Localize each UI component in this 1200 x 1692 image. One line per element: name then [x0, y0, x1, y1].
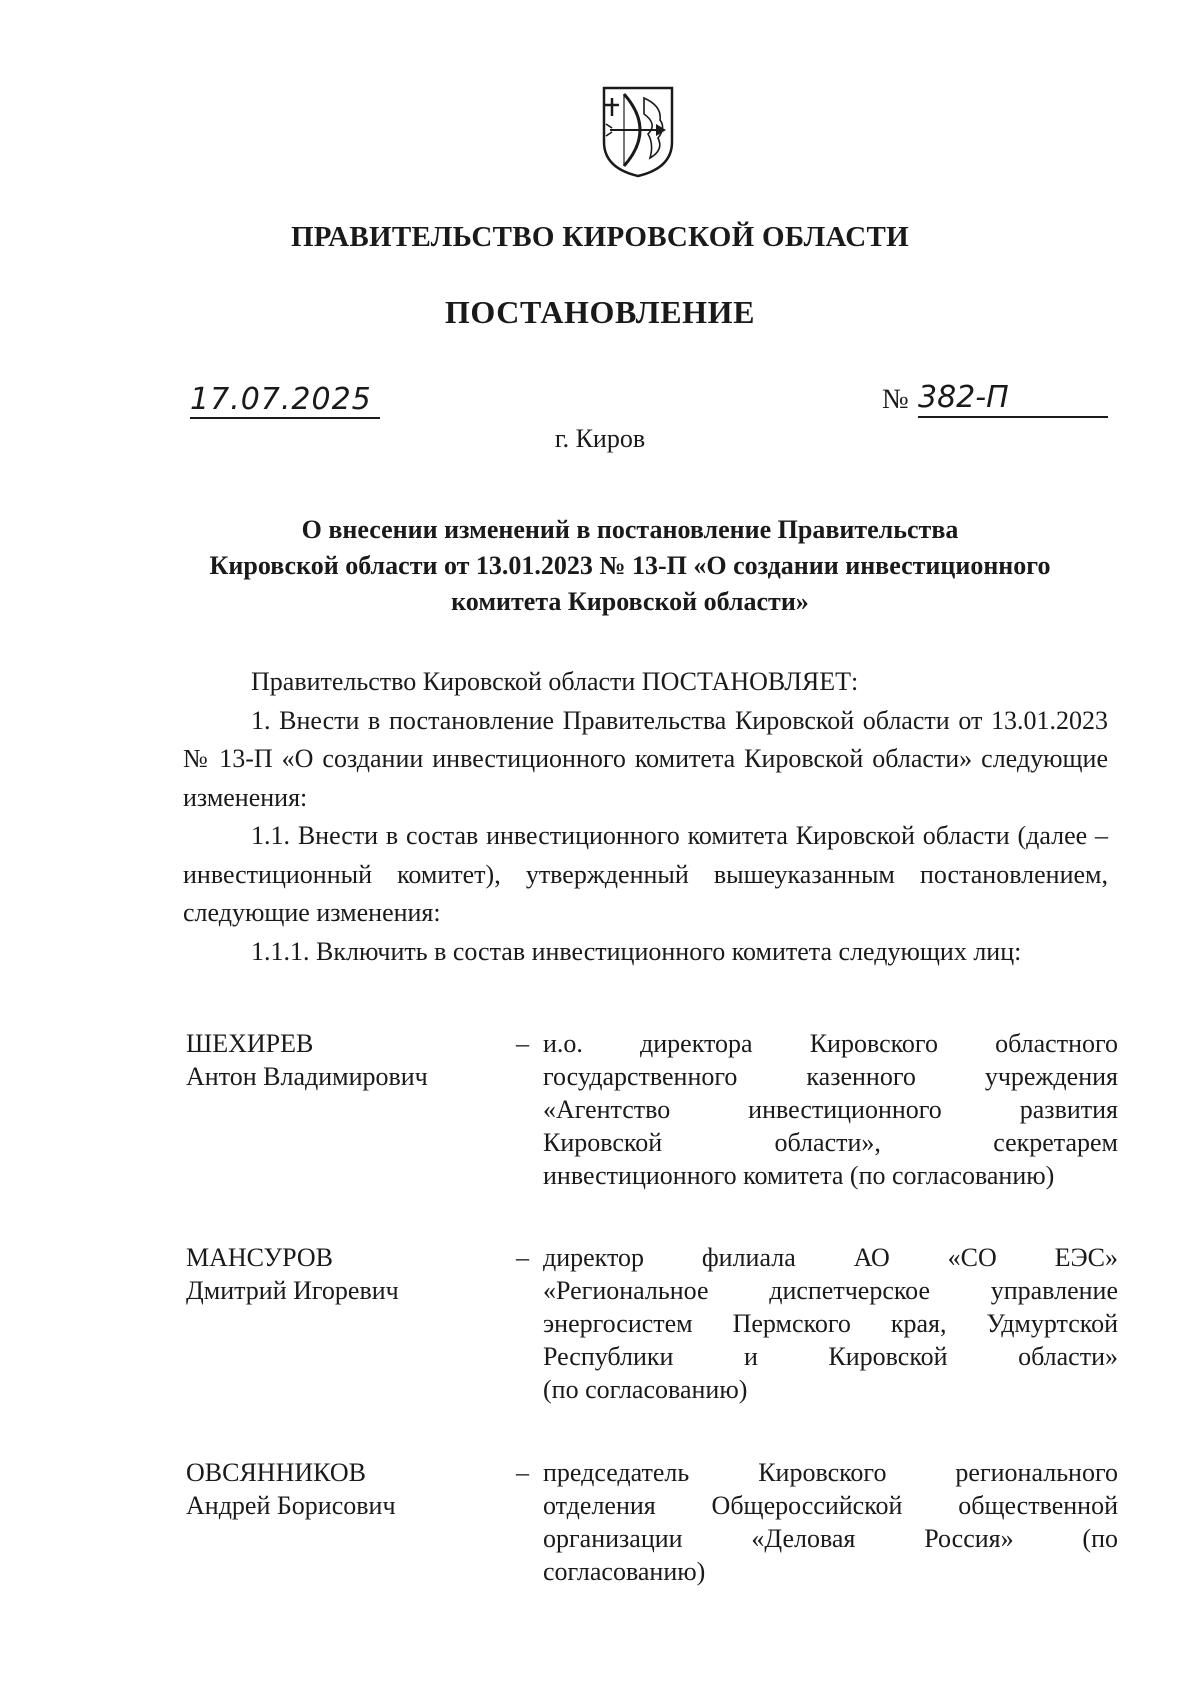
document-subject	[170, 512, 1090, 620]
subject-line: О внесении изменений в постановление Правительства	[301, 515, 959, 544]
role-line: энергосистем Пермского края, Удмуртской	[543, 1309, 1118, 1338]
role-line: согласованию)	[543, 1557, 706, 1586]
city: г. Киров	[554, 424, 646, 453]
clause-1-1-1: 1.1.1. Включить в состав инвестиционного комитета следующих лиц:	[251, 936, 1022, 966]
subject-line: комитета Кировской области»	[451, 587, 809, 616]
member-surname: ШЕХИРЕВ	[186, 1029, 314, 1058]
member-dash: –	[516, 1458, 529, 1487]
document-date: 17.07.2025	[190, 383, 380, 419]
number-sign: №	[882, 384, 909, 415]
member-name	[186, 1456, 506, 1522]
member-role	[543, 1456, 1118, 1588]
role-line: «Агентство инвестиционного развития	[543, 1095, 1118, 1124]
kirov-coat-of-arms-icon	[600, 84, 676, 180]
member-given-names: Андрей Борисович	[186, 1491, 396, 1520]
role-line: государственного казенного учреждения	[543, 1062, 1118, 1091]
role-line: Республики и Кировской области»	[543, 1342, 1118, 1371]
member-surname: МАНСУРОВ	[186, 1243, 333, 1272]
resolution-preamble: Правительство Кировской области ПОСТАНОВЛЯЕТ:	[251, 667, 859, 696]
document-number: 382-П	[918, 380, 1108, 418]
role-line: председатель Кировского регионального	[543, 1458, 1118, 1487]
document-body	[183, 663, 1108, 971]
role-line: и.о. директора Кировского областного	[543, 1029, 1118, 1058]
role-line: отделения Общероссийской общественной	[543, 1491, 1118, 1520]
member-name	[186, 1027, 506, 1093]
member-role	[543, 1027, 1118, 1192]
member-given-names: Дмитрий Игоревич	[186, 1276, 399, 1305]
member-dash: –	[516, 1243, 529, 1272]
clause-1: 1. Внести в постановление Правительства Кировской области от 13.01.2023 № 13-П «О создании инвестиционного комитета Кировской области» следующие изменения:	[183, 705, 1108, 812]
role-line: (по согласованию)	[543, 1375, 748, 1404]
member-name	[186, 1241, 506, 1307]
document-type-title: ПОСТАНОВЛЕНИЕ	[444, 294, 756, 330]
role-line: «Региональное диспетчерское управление	[543, 1276, 1118, 1305]
member-given-names: Антон Владимирович	[186, 1062, 428, 1091]
member-role	[543, 1241, 1118, 1406]
role-line: организации «Деловая Россия» (по	[543, 1524, 1118, 1553]
member-dash: –	[516, 1029, 529, 1058]
clause-1-1: 1.1. Внести в состав инвестиционного комитета Кировской области (далее – инвестиционный комитет), утвержденный вышеуказанным постановлением, следующие изменения:	[183, 821, 1108, 927]
government-title: ПРАВИТЕЛЬСТВО КИРОВСКОЙ ОБЛАСТИ	[290, 221, 910, 253]
role-line: инвестиционного комитета (по согласованию)	[543, 1161, 1055, 1190]
role-line: директор филиала АО «СО ЕЭС»	[543, 1243, 1118, 1272]
role-line: Кировской области», секретарем	[543, 1128, 1118, 1157]
member-surname: ОВСЯННИКОВ	[186, 1458, 366, 1487]
subject-line: Кировской области от 13.01.2023 № 13-П «О создании инвестиционного	[209, 551, 1051, 580]
